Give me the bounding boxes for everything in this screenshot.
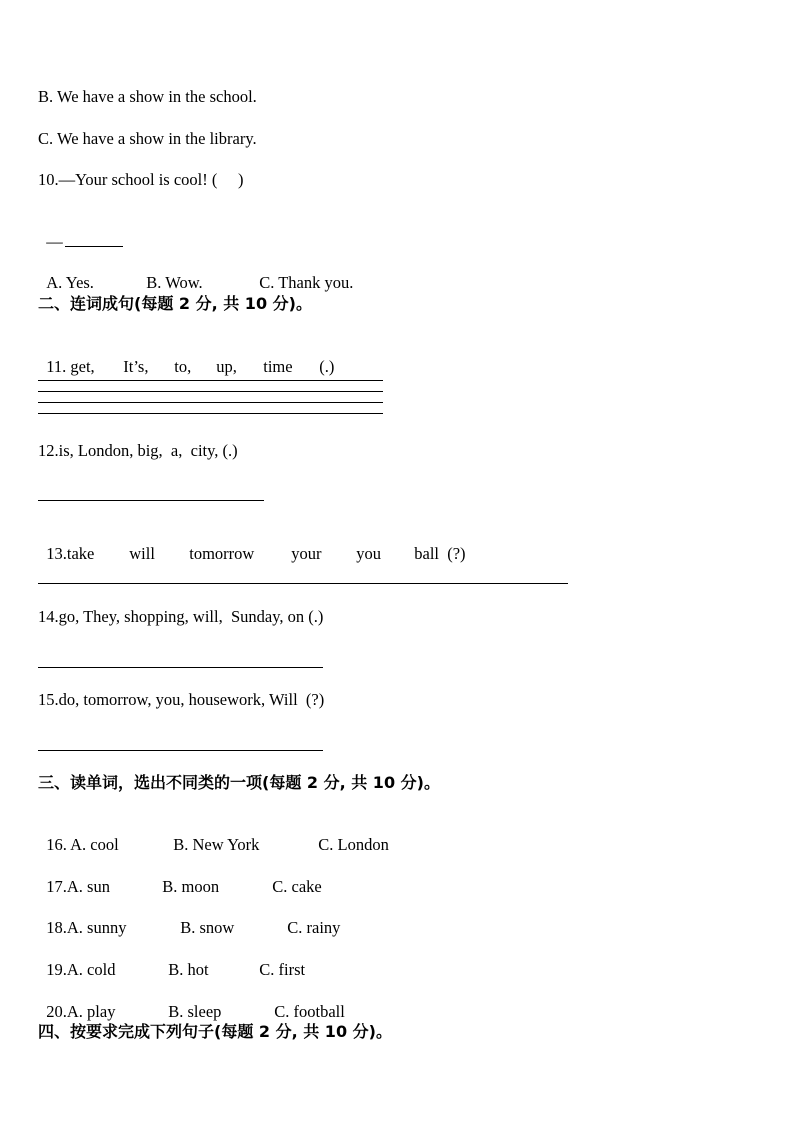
q11-answer-line-2 bbox=[38, 391, 383, 392]
section-4-heading: 四、按要求完成下列句子(每题 2 分, 共 10 分)。 bbox=[38, 1022, 392, 1041]
q19-option-a: 19.A. cold bbox=[46, 960, 116, 979]
q10-option-b: B. Wow. bbox=[146, 273, 203, 292]
q14-answer-line bbox=[38, 667, 323, 668]
q11-answer-line-3 bbox=[38, 402, 383, 403]
q13-word-1: 13.take bbox=[46, 544, 95, 563]
q16-option-c: C. London bbox=[318, 835, 389, 854]
q11-answer-line-1 bbox=[38, 380, 383, 381]
q15-answer-line bbox=[38, 750, 323, 751]
q13-word-6: ball (?) bbox=[414, 544, 466, 563]
q14-words: 14.go, They, shopping, will, Sunday, on (.) bbox=[38, 607, 324, 626]
q20-options bbox=[38, 982, 345, 1022]
q10-prompt: 10.—Your school is cool! ( ) bbox=[38, 170, 244, 189]
q13-words bbox=[38, 524, 466, 564]
q16-option-b: B. New York bbox=[173, 835, 260, 854]
q10-option-a: A. Yes. bbox=[46, 273, 94, 292]
q13-word-2: will bbox=[129, 544, 155, 563]
q11-answer-line-4 bbox=[38, 413, 383, 414]
q10-options bbox=[38, 253, 353, 293]
section-2-heading: 二、连词成句(每题 2 分, 共 10 分)。 bbox=[38, 294, 312, 313]
q18-option-c: C. rainy bbox=[287, 918, 341, 937]
q16-option-a: 16. A. cool bbox=[46, 835, 119, 854]
q11-word-2: It’s, bbox=[123, 357, 149, 376]
q10-answer-line bbox=[38, 212, 123, 252]
q10-answer-blank bbox=[65, 236, 123, 247]
q10-option-c: C. Thank you. bbox=[259, 273, 354, 292]
q18-options bbox=[38, 898, 340, 938]
q15-words: 15.do, tomorrow, you, housework, Will (?) bbox=[38, 690, 325, 709]
q13-word-3: tomorrow bbox=[189, 544, 255, 563]
q12-words: 12.is, London, big, a, city, (.) bbox=[38, 441, 238, 460]
q17-option-a: 17.A. sun bbox=[46, 877, 110, 896]
q17-option-b: B. moon bbox=[162, 877, 220, 896]
q12-answer-line bbox=[38, 500, 264, 501]
q20-option-c: C. football bbox=[274, 1002, 345, 1021]
q11-word-3: to, bbox=[174, 357, 192, 376]
section-3-heading: 三、读单词，选出不同类的一项(每题 2 分, 共 10 分)。 bbox=[38, 773, 440, 792]
q17-option-c: C. cake bbox=[272, 877, 322, 896]
q11-word-1: 11. get, bbox=[46, 357, 95, 376]
q20-option-a: 20.A. play bbox=[46, 1002, 116, 1021]
q19-options bbox=[38, 940, 305, 980]
q20-option-b: B. sleep bbox=[168, 1002, 222, 1021]
q11-word-4: up, bbox=[216, 357, 237, 376]
q9-option-b: B. We have a show in the school. bbox=[38, 87, 257, 106]
q13-answer-line bbox=[38, 583, 568, 584]
q9-option-c: C. We have a show in the library. bbox=[38, 129, 257, 148]
q16-options bbox=[38, 815, 389, 855]
q13-word-4: your bbox=[291, 544, 322, 563]
q19-option-c: C. first bbox=[259, 960, 306, 979]
q19-option-b: B. hot bbox=[168, 960, 209, 979]
q17-options bbox=[38, 857, 322, 897]
q13-word-5: you bbox=[356, 544, 381, 563]
q18-option-b: B. snow bbox=[180, 918, 235, 937]
q10-dash: — bbox=[46, 232, 63, 251]
q11-words bbox=[38, 337, 334, 377]
q18-option-a: 18.A. sunny bbox=[46, 918, 127, 937]
q11-word-6: (.) bbox=[319, 357, 335, 376]
q11-word-5: time bbox=[263, 357, 293, 376]
